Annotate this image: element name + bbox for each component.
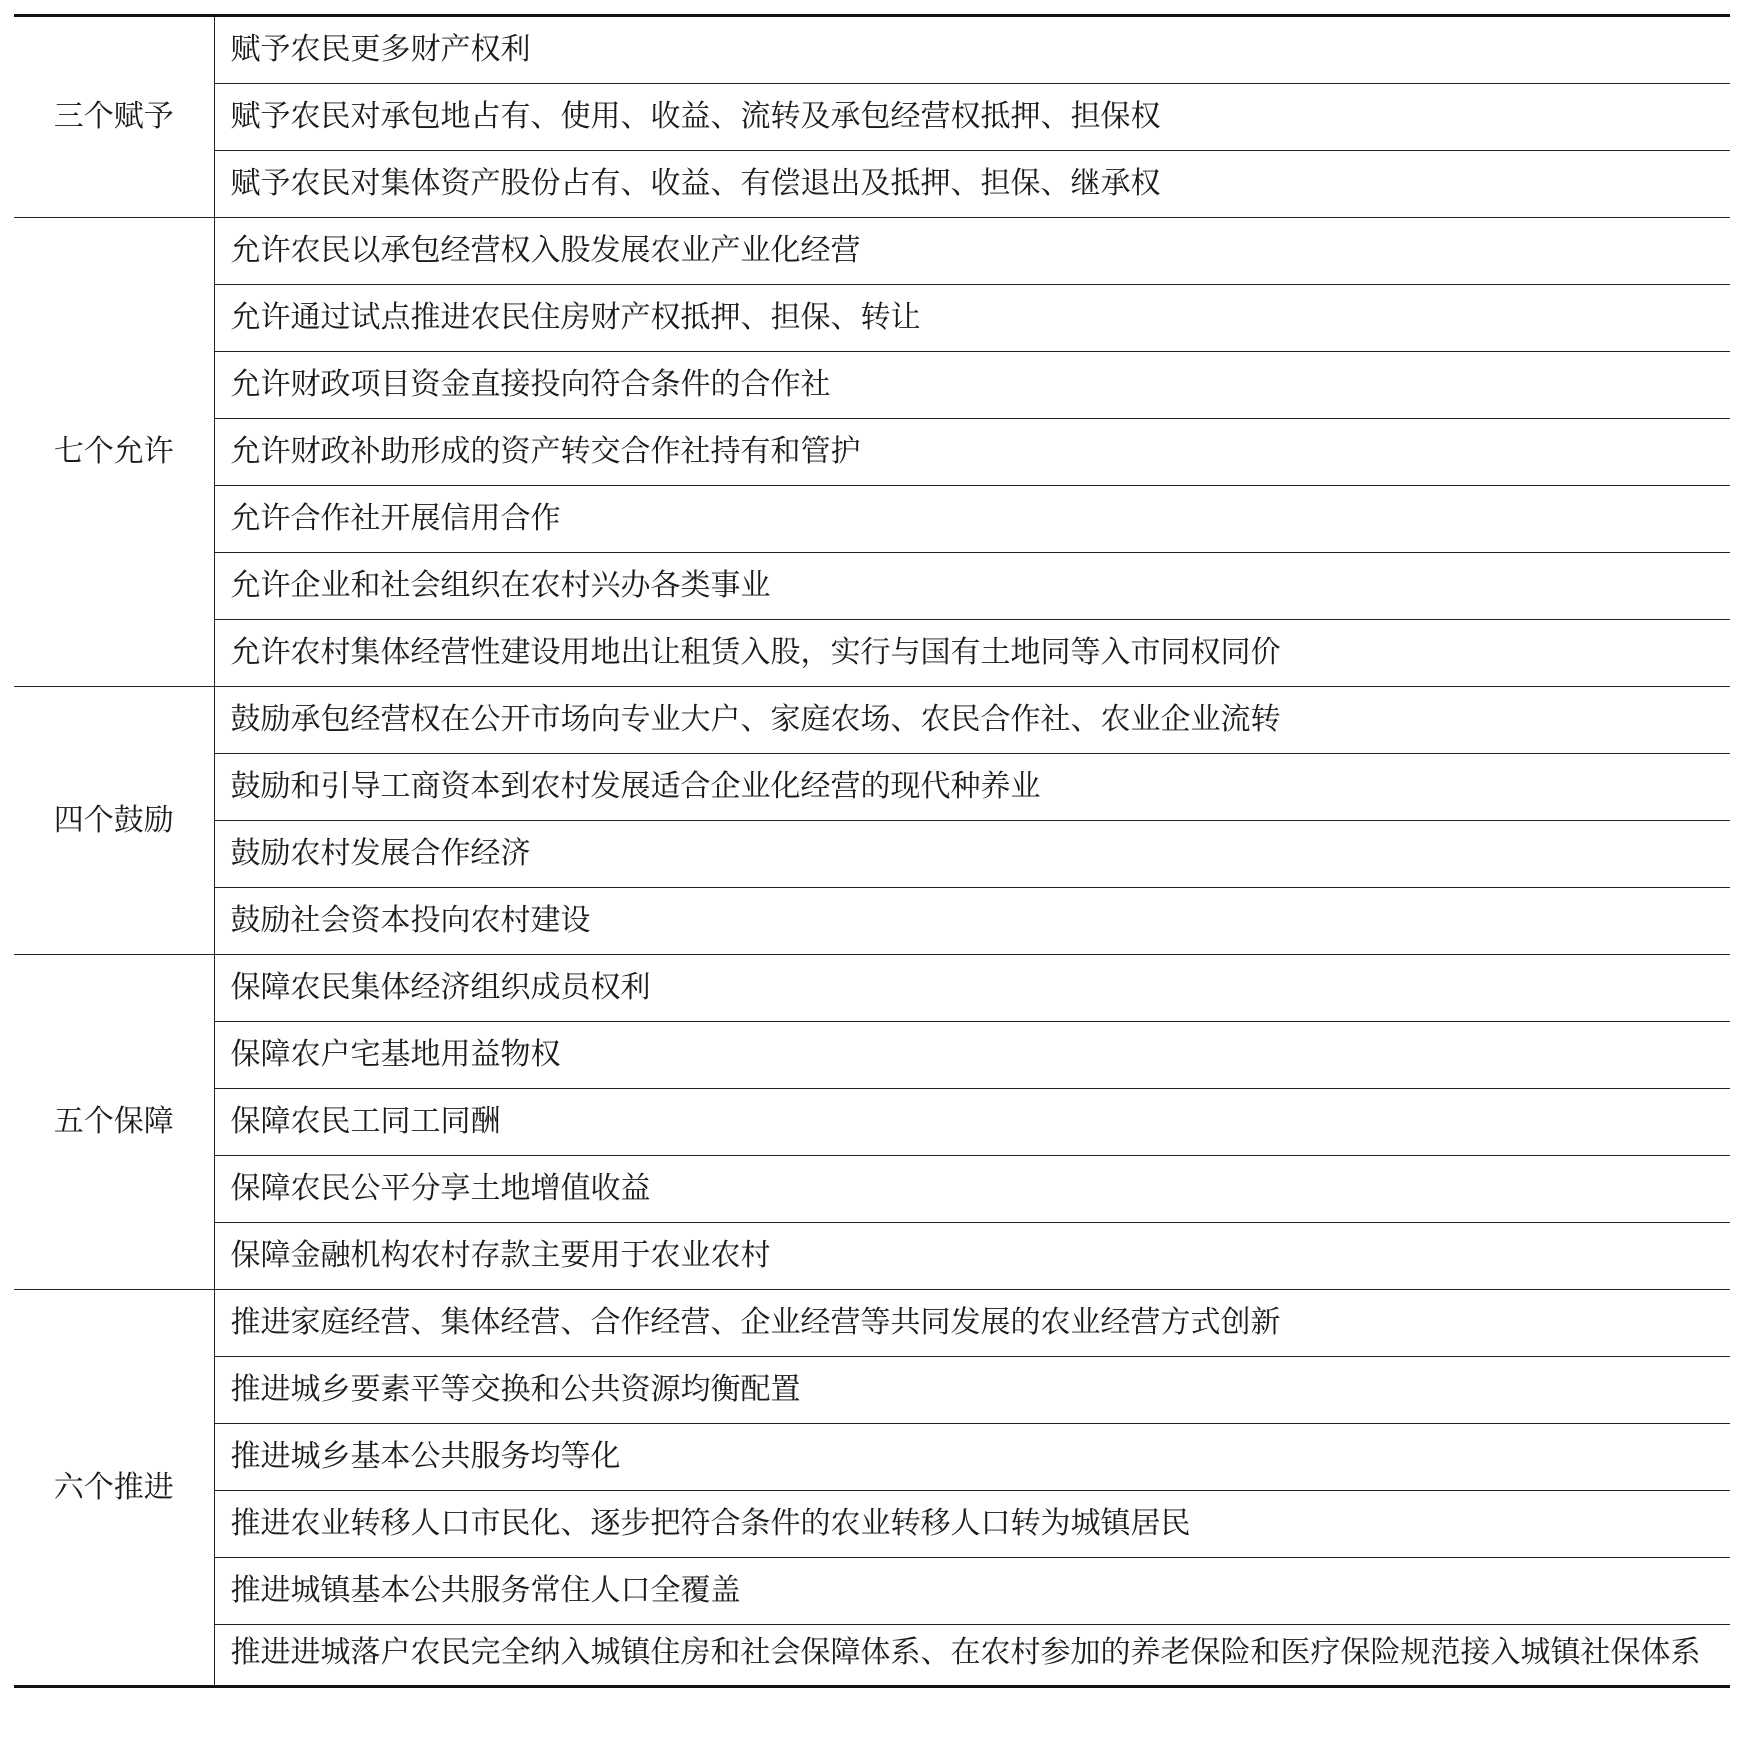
policy-item-cell: 保障农民公平分享土地增值收益 — [214, 1156, 1730, 1223]
category-cell: 七个允许 — [14, 218, 214, 687]
policy-item-cell: 推进进城落户农民完全纳入城镇住房和社会保障体系、在农村参加的养老保险和医疗保险规范接入城镇社保体系 — [214, 1625, 1730, 1687]
policy-item-cell: 允许农村集体经营性建设用地出让租赁入股，实行与国有土地同等入市同权同价 — [214, 620, 1730, 687]
table-row — [14, 486, 1730, 553]
policy-item-cell: 保障农户宅基地用益物权 — [214, 1022, 1730, 1089]
table-row — [14, 285, 1730, 352]
table-row — [14, 1089, 1730, 1156]
policy-item-cell: 保障农民集体经济组织成员权利 — [214, 955, 1730, 1022]
policy-item-cell: 赋予农民更多财产权利 — [230, 32, 531, 67]
table-row — [14, 1558, 1730, 1625]
table-row — [14, 1357, 1730, 1424]
policy-item-cell: 允许农民以承包经营权入股发展农业产业化经营 — [214, 218, 1730, 285]
category-cell: 三个赋予 — [14, 16, 214, 218]
table-row — [14, 1625, 1730, 1687]
table-row — [14, 1022, 1730, 1089]
policy-item-cell: 允许合作社开展信用合作 — [214, 486, 1730, 553]
table-row — [14, 754, 1730, 821]
policy-item-cell: 允许财政补助形成的资产转交合作社持有和管护 — [214, 419, 1730, 486]
policy-item-cell: 允许企业和社会组织在农村兴办各类事业 — [214, 553, 1730, 620]
category-cell: 四个鼓励 — [14, 687, 214, 955]
table-row — [14, 151, 1730, 218]
policy-item-cell: 推进城乡要素平等交换和公共资源均衡配置 — [214, 1357, 1730, 1424]
table-row — [14, 553, 1730, 620]
policy-table-body — [14, 16, 1730, 1687]
table-row — [14, 1290, 1730, 1357]
table-row — [14, 620, 1730, 687]
policy-item-cell: 推进城镇基本公共服务常住人口全覆盖 — [214, 1558, 1730, 1625]
category-cell: 六个推进 — [14, 1290, 214, 1687]
table-row — [14, 1491, 1730, 1558]
table-row — [14, 955, 1730, 1022]
policy-item-cell: 鼓励农村发展合作经济 — [214, 821, 1730, 888]
policy-item-cell: 推进城乡基本公共服务均等化 — [214, 1424, 1730, 1491]
table-row — [14, 352, 1730, 419]
policy-item-cell: 允许财政项目资金直接投向符合条件的合作社 — [214, 352, 1730, 419]
table-row — [14, 888, 1730, 955]
policy-item-cell: 赋予农民对集体资产股份占有、收益、有偿退出及抵押、担保、继承权 — [214, 151, 1730, 218]
table-row — [14, 16, 1730, 84]
policy-table — [14, 14, 1730, 1688]
table-row — [14, 821, 1730, 888]
policy-item-cell: 鼓励社会资本投向农村建设 — [214, 888, 1730, 955]
policy-item-cell: 鼓励承包经营权在公开市场向专业大户、家庭农场、农民合作社、农业企业流转 — [214, 687, 1730, 754]
table-row — [14, 687, 1730, 754]
table-row — [14, 419, 1730, 486]
table-row — [14, 218, 1730, 285]
policy-table-container — [14, 14, 1730, 1688]
policy-item-cell: 保障金融机构农村存款主要用于农业农村 — [214, 1223, 1730, 1290]
table-row — [14, 1424, 1730, 1491]
policy-item-cell: 鼓励和引导工商资本到农村发展适合企业化经营的现代种养业 — [214, 754, 1730, 821]
table-row — [14, 84, 1730, 151]
policy-item-cell: 允许通过试点推进农民住房财产权抵押、担保、转让 — [214, 285, 1730, 352]
policy-item-cell: 推进农业转移人口市民化、逐步把符合条件的农业转移人口转为城镇居民 — [214, 1491, 1730, 1558]
table-row — [14, 1223, 1730, 1290]
policy-item-cell: 推进家庭经营、集体经营、合作经营、企业经营等共同发展的农业经营方式创新 — [214, 1290, 1730, 1357]
category-cell: 五个保障 — [14, 955, 214, 1290]
policy-item-cell: 赋予农民对承包地占有、使用、收益、流转及承包经营权抵押、担保权 — [214, 84, 1730, 151]
table-row — [14, 1156, 1730, 1223]
policy-item-cell: 保障农民工同工同酬 — [214, 1089, 1730, 1156]
